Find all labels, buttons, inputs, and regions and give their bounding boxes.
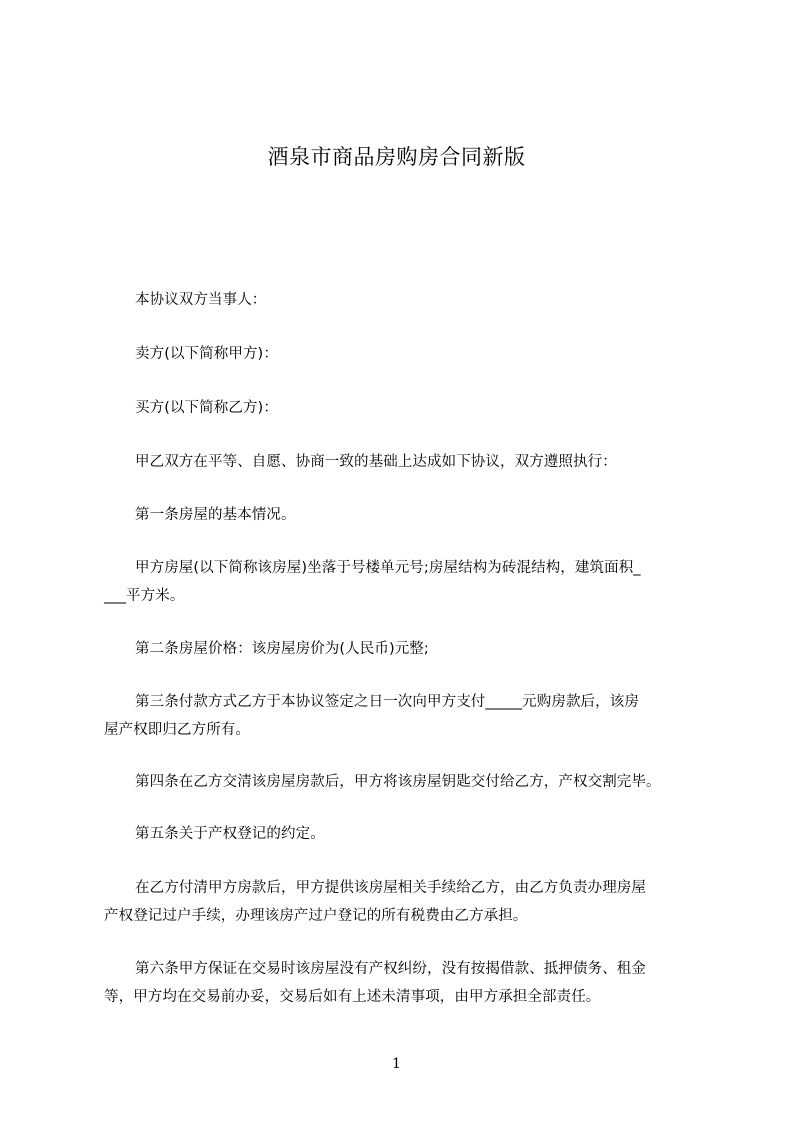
paragraph-line: 第一条房屋的基本情况。	[135, 507, 296, 523]
paragraph-line: 屋产权即归乙方所有。	[104, 722, 250, 738]
paragraph-agreement	[104, 448, 700, 476]
paragraph-parties	[104, 286, 700, 314]
paragraph-line: 甲方房屋(以下简称该房屋)坐落于号楼单元号;房屋结构为砖混结构，建筑面积_	[135, 560, 641, 576]
paragraph-line: 卖方(以下简称甲方)：	[135, 346, 278, 362]
paragraph-registration	[104, 874, 700, 930]
document-title: 酒泉市商品房购房合同新版	[267, 145, 526, 169]
paragraph-line: 甲乙双方在平等、自愿、协商一致的基础上达成如下协议，双方遵照执行：	[135, 454, 617, 470]
paragraph-line: 第三条付款方式乙方于本协议签定之日一次向甲方支付_____元购房款后，该房	[135, 694, 639, 710]
paragraph-article-3	[104, 688, 700, 744]
paragraph-line: 本协议双方当事人：	[135, 292, 267, 308]
paragraph-article-1	[104, 501, 700, 529]
paragraph-line: 买方(以下简称乙方)：	[135, 400, 278, 416]
paragraph-line: 产权登记过户手续，办理该房产过户登记的所有税费由乙方承担。	[104, 908, 528, 924]
paragraph-article-2	[104, 635, 700, 663]
paragraph-property-details	[104, 554, 700, 610]
paragraph-line: 第二条房屋价格：该房屋房价为(人民币)元整;	[135, 641, 429, 657]
paragraph-line: 第五条关于产权登记的约定。	[135, 826, 325, 842]
paragraph-line: 第四条在乙方交清该房屋房款后，甲方将该房屋钥匙交付给乙方，产权交割完毕。	[135, 774, 661, 790]
paragraph-article-5	[104, 820, 700, 848]
paragraph-buyer	[104, 394, 700, 422]
paragraph-article-4	[104, 768, 700, 796]
paragraph-line: 第六条甲方保证在交易时该房屋没有产权纠纷，没有按揭借款、抵押债务、租金	[135, 961, 646, 977]
paragraph-line: 等，甲方均在交易前办妥，交易后如有上述未清事项，由甲方承担全部责任。	[104, 989, 601, 1005]
paragraph-line: 在乙方付清甲方房款后，甲方提供该房屋相关手续给乙方，由乙方负责办理房屋	[135, 880, 646, 896]
paragraph-seller	[104, 340, 700, 368]
page-number: 1	[392, 1056, 401, 1072]
paragraph-article-6	[104, 955, 700, 1011]
paragraph-line: ___平方米。	[104, 588, 185, 604]
